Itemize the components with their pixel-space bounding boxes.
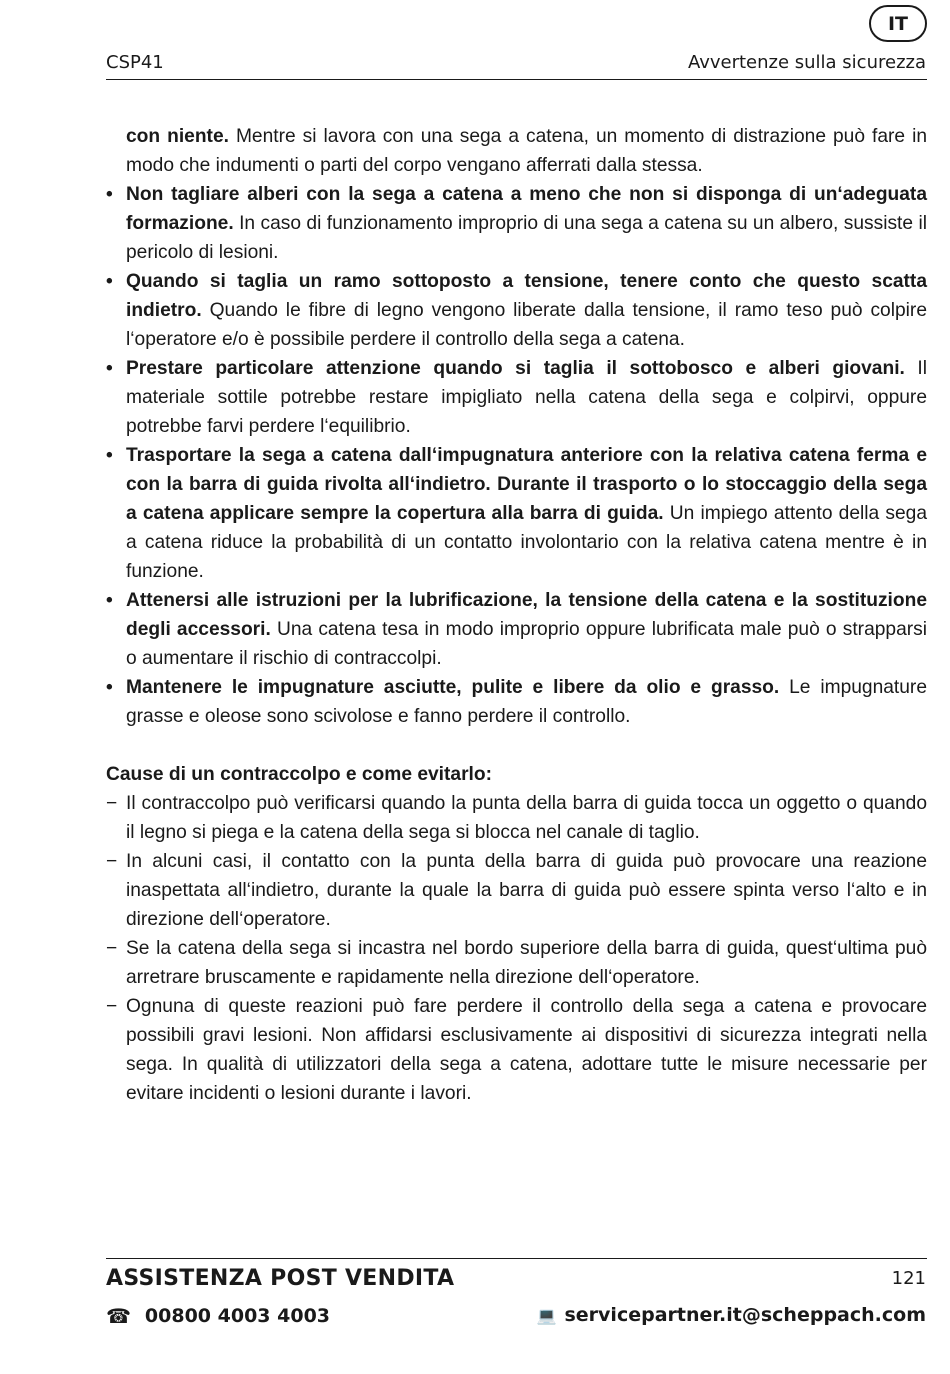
safety-item-heading: Prestare particolare attenzione quando si taglia il sottobosco e alberi giovani. — [126, 358, 905, 379]
language-code: IT — [887, 12, 909, 35]
safety-item-text: Il materiale sottile potrebbe restare impigliato nella catena della sega e colpirvi, oppure potrebbe farvi perdere l‘equilibrio. — [126, 358, 927, 437]
phone-number: 00800 4003 4003 — [144, 1305, 331, 1327]
bullet-marker: • — [106, 184, 113, 205]
bullet-marker: • — [106, 677, 113, 698]
footer-title: ASSISTENZA POST VENDITA — [106, 1266, 455, 1291]
kickback-item-text: In alcuni casi, il contatto con la punta della barra di guida può provocare una reazione inaspettata all‘indietro, durante la quale la barra di guida può essere spinta verso l‘alto e in direzione dell‘operatore. — [126, 851, 927, 930]
safety-item-heading: Mantenere le impugnature asciutte, pulite e libere da olio e grasso. — [126, 677, 780, 698]
safety-item — [106, 354, 927, 441]
safety-item — [106, 180, 927, 267]
kickback-item-text: Se la catena della sega si incastra nel bordo superiore della barra di guida, quest‘ultima può arretrare bruscamente e rapidamente nella direzione dell‘operatore. — [126, 938, 927, 988]
bullet-marker: • — [106, 358, 113, 379]
kickback-heading: Cause di un contraccolpo e come evitarlo: — [106, 764, 492, 785]
bullet-marker: • — [106, 445, 113, 466]
dash-marker: − — [106, 996, 118, 1017]
phone-contact — [106, 1304, 330, 1328]
section-title: Avvertenze sulla sicurezza — [687, 52, 926, 73]
safety-item — [106, 267, 927, 354]
safety-item-heading: Quando si taglia un ramo sottoposto a tensione, tenere conto che questo scatta indietro. — [126, 271, 927, 321]
safety-item — [106, 122, 927, 180]
safety-item-text: Una catena tesa in modo improprio oppure lubrificata male può o strapparsi o aumentare il rischio di contraccolpi. — [126, 619, 927, 669]
kickback-item — [106, 847, 927, 934]
laptop-icon: 💻 — [536, 1305, 557, 1325]
safety-item — [106, 441, 927, 586]
safety-item-text: In caso di funzionamento improprio di una sega a catena su un albero, sussiste il pericolo di lesioni. — [126, 213, 927, 263]
language-badge — [869, 5, 927, 42]
safety-item-heading: Trasportare la sega a catena dall‘impugnatura anteriore con la relativa catena ferma e con la barra di guida rivolta all‘indietro. Durante il trasporto o lo stoccaggio della sega a catena applicare sempre la copertura alla barra di guida. — [126, 445, 927, 524]
footer-divider — [106, 1258, 927, 1259]
kickback-item — [106, 789, 927, 847]
safety-item-heading: Attenersi alle istruzioni per la lubrificazione, la tensione della catena e la sostituzione degli accessori. — [126, 590, 927, 640]
safety-item-heading: con niente. — [126, 126, 229, 147]
safety-item-text: Quando le fibre di legno vengono liberate dalla tensione, il ramo teso può colpire l‘operatore e/o è possibile perdere il controllo della sega a catena. — [126, 300, 927, 350]
header-divider — [106, 79, 927, 80]
dash-marker: − — [106, 793, 118, 814]
dash-marker: − — [106, 851, 118, 872]
email-contact — [537, 1304, 926, 1326]
safety-item-text: Un impiego attento della sega a catena riduce la probabilità di un contatto involontario con la relativa catena mentre è in funzione. — [126, 503, 928, 582]
kickback-item — [106, 934, 927, 992]
kickback-item — [106, 992, 927, 1108]
kickback-item-text: Ognuna di queste reazioni può fare perdere il controllo della sega a catena e provocare possibili gravi lesioni. Non affidarsi esclusivamente ai dispositivi di sicurezza integrati nella sega. In qualità di utilizzatori della sega a catena, adottare tutte le misure necessarie per evitare incidenti o lesioni durante i lavori. — [126, 996, 927, 1104]
main-content — [106, 122, 927, 1108]
bullet-marker: • — [106, 271, 113, 292]
phone-icon: ☎ — [106, 1304, 131, 1328]
page-number: 121 — [891, 1268, 926, 1289]
kickback-item-text: Il contraccolpo può verificarsi quando la punta della barra di guida tocca un oggetto o quando il legno si piega e la catena della sega si blocca nel canale di taglio. — [126, 793, 927, 843]
safety-item-text: Mentre si lavora con una sega a catena, un momento di distrazione può fare in modo che indumenti o parti del corpo vengano afferrati dalla stessa. — [126, 126, 927, 176]
bullet-marker: • — [106, 590, 113, 611]
safety-item-text: Le impugnature grasse e oleose sono scivolose e fanno perdere il controllo. — [126, 677, 927, 727]
safety-item — [106, 673, 927, 731]
safety-item — [106, 586, 927, 673]
email-address: servicepartner.it@scheppach.com — [564, 1304, 926, 1326]
dash-marker: − — [106, 938, 118, 959]
model-name: CSP41 — [106, 52, 164, 73]
safety-item-heading: Non tagliare alberi con la sega a catena a meno che non si disponga di un‘adeguata formazione. — [126, 184, 927, 234]
